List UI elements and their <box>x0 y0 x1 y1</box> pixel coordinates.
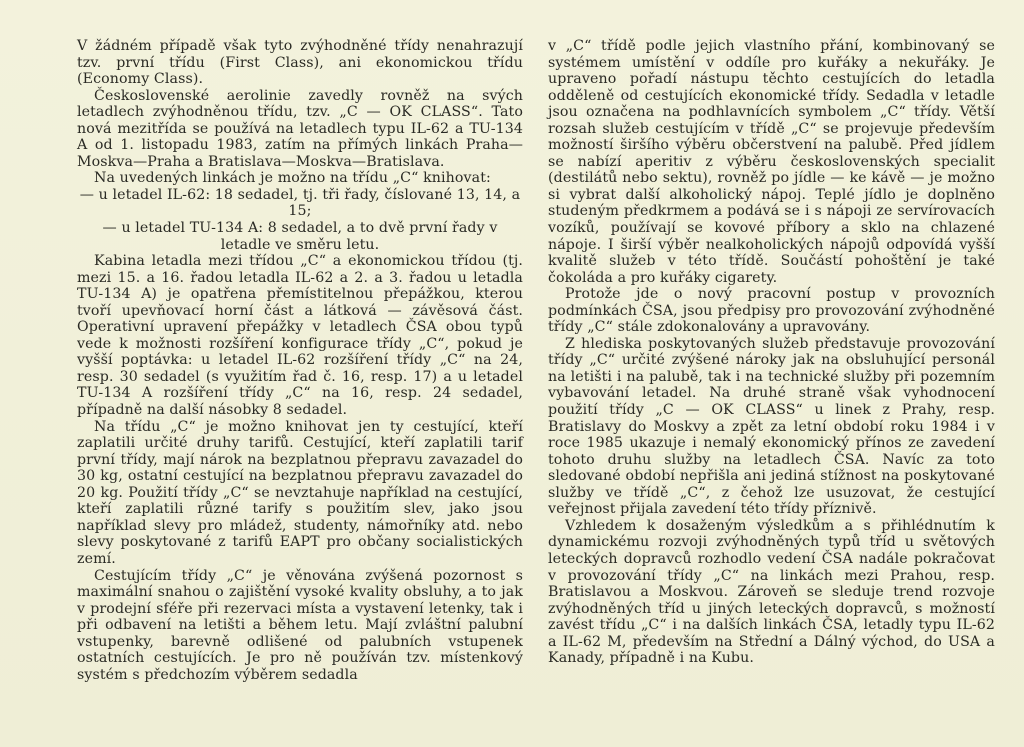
paragraph: Protože jde o nový pracovní postup v provozních podmínkách ČSA, jsou předpisy pro provozování zvýhodněné třídy „C“ stále zdokonalovány a upravovány. <box>548 286 995 336</box>
list-item: — u letadel TU-134 A: 8 sedadel, a to dvě první řady v letadle ve směru letu. <box>102 220 498 253</box>
paragraph: Na uvedených linkách je možno na třídu „C“ knihovat: <box>94 170 491 187</box>
paragraph: Z hlediska poskytovaných služeb představuje provozování třídy „C“ určité zvýšené nároky jak na obsluhující personál na letišti i na palubě, tak i na technické služby při pozemním vybavování letadel. Na druhé straně však vyhodnocení použití třídy „C — OK CLASS“ u linek z Prahy, resp. Bratislavy do Moskvy a zpět za letní období roku 1984 i v roce 1985 ukazuje i nemalý ekonomický přínos ze zavedení tohoto druhu služby na letadlech ČSA. Navíc za toto sledované období nepřišla ani jediná stížnost na poskytované služby ve třídě „C“, z čehož lze usuzovat, že cestující veřejnost přijala zavedení této třídy příznivě. <box>548 335 995 518</box>
list-item: — u letadel IL-62: 18 sedadel, tj. tři řady, číslované 13, 14, a 15; <box>79 186 521 220</box>
right-text-column <box>548 38 995 667</box>
paragraph: V žádném případě však tyto zvýhodněné třídy nenahrazují tzv. první třídu (First Class), ani ekonomickou třídu (Economy Class). <box>77 38 523 88</box>
paragraph: Vzhledem k dosaženým výsledkům a s přihlédnutím k dynamickému rozvoji zvýhodněných typů tříd u světových leteckých dopravců rozhodlo vedení ČSA nadále pokračovat v provozování třídy „C“ na linkách mezi Prahou, resp. Bratislavou a Moskvou. Zároveň se sleduje trend rozvoje zvýhodněných tříd u jiných leteckých dopravců, s možností zavést třídu „C“ i na dalších linkách ČSA, letadly typu IL-62 a IL-62 M, především na Střední a Dálný východ, do USA a Kanady, případně i na Kubu. <box>548 517 995 667</box>
left-text-column <box>77 38 523 683</box>
paragraph: v „C“ třídě podle jejich vlastního přání, kombinovaný se systémem umístění v oddíle pro kuřáky a nekuřáky. Je upraveno pořadí nástupu těchto cestujících do letadla odděleně od cestujících ekonomické třídy. Sedadla v letadle jsou označena na podhlavnících symbolem „C“ třídy. Větší rozsah služeb cestujícím v třídě „C“ se projevuje především možností širšího výběru občerstvení na palubě. Před jídlem se nabízí aperitiv z výběru československých specialit (destilátů nebo sektu), rovněž po jídle — ke kávě — je možno si vybrat další alkoholický nápoj. Teplé jídlo je doplněno studeným předkrmem a podává se i s nápoji ze servírovacích vozíků, používají se kovové příbory a sklo na chlazené nápoje. I širší výběr nealkoholických nápojů odpovídá vyšší kvalitě služeb v této třídě. Součástí pohoštění je také čokoláda a pro kuřáky cigarety. <box>548 38 995 286</box>
paragraph: Kabina letadla mezi třídou „C“ a ekonomickou třídou (tj. mezi 15. a 16. řadou letadla IL-62 a 2. a 3. řadou u letadla TU-134 A) je opatřena přemístitelnou přepážkou, kterou tvoří upevňovací horní část a látková — závěsová část. Operativní upravení přepážky v letadlech ČSA obou typů vede k možnosti rozšíření konfigurace třídy „C“, pokud je vyšší poptávka: u letadel IL-62 rozšíření třídy „C“ na 24, resp. 30 sedadel (s využitím řad č. 16, resp. 17) a u letadel TU-134 A rozšíření třídy „C“ na 16, resp. 24 sedadel, případně na další násobky 8 sedadel. <box>77 253 523 419</box>
paragraph: Cestujícím třídy „C“ je věnována zvýšená pozornost s maximální snahou o zajištění vysoké kvality obsluhy, a to jak v prodejní sféře při rezervaci místa a vystavení letenky, tak i při odbavení na letišti a během letu. Mají zvláštní palubní vstupenky, barevně odlišené od palubních vstupenek ostatních cestujících. Je pro ně používán tzv. místenkový systém s předchozím výběrem sedadla <box>77 567 523 683</box>
paragraph: Na třídu „C“ je možno knihovat jen ty cestující, kteří zaplatili určité druhy tarifů. Cestující, kteří zaplatili tarif první třídy, mají nárok na bezplatnou přepravu zavazadel do 30 kg, ostatní cestující na bezplatnou přepravu zavazadel do 20 kg. Použití třídy „C“ se nevztahuje například na cestující, kteří zaplatili různé tarify s použitím slev, jako jsou například slevy pro mládež, studenty, námořníky atd. nebo slevy poskytované z tarifů EAPT pro občany socialistických zemí. <box>77 418 523 567</box>
paragraph: Československé aerolinie zavedly rovněž na svých letadlech zvýhodněnou třídu, tzv. „C — OK CLASS“. Tato nová mezitřída se používá na letadlech typu IL-62 a TU-134 A od 1. listopadu 1983, zatím na přímých linkách Praha—Moskva—Praha a Bratislava—Moskva—Bratislava. <box>77 87 523 170</box>
